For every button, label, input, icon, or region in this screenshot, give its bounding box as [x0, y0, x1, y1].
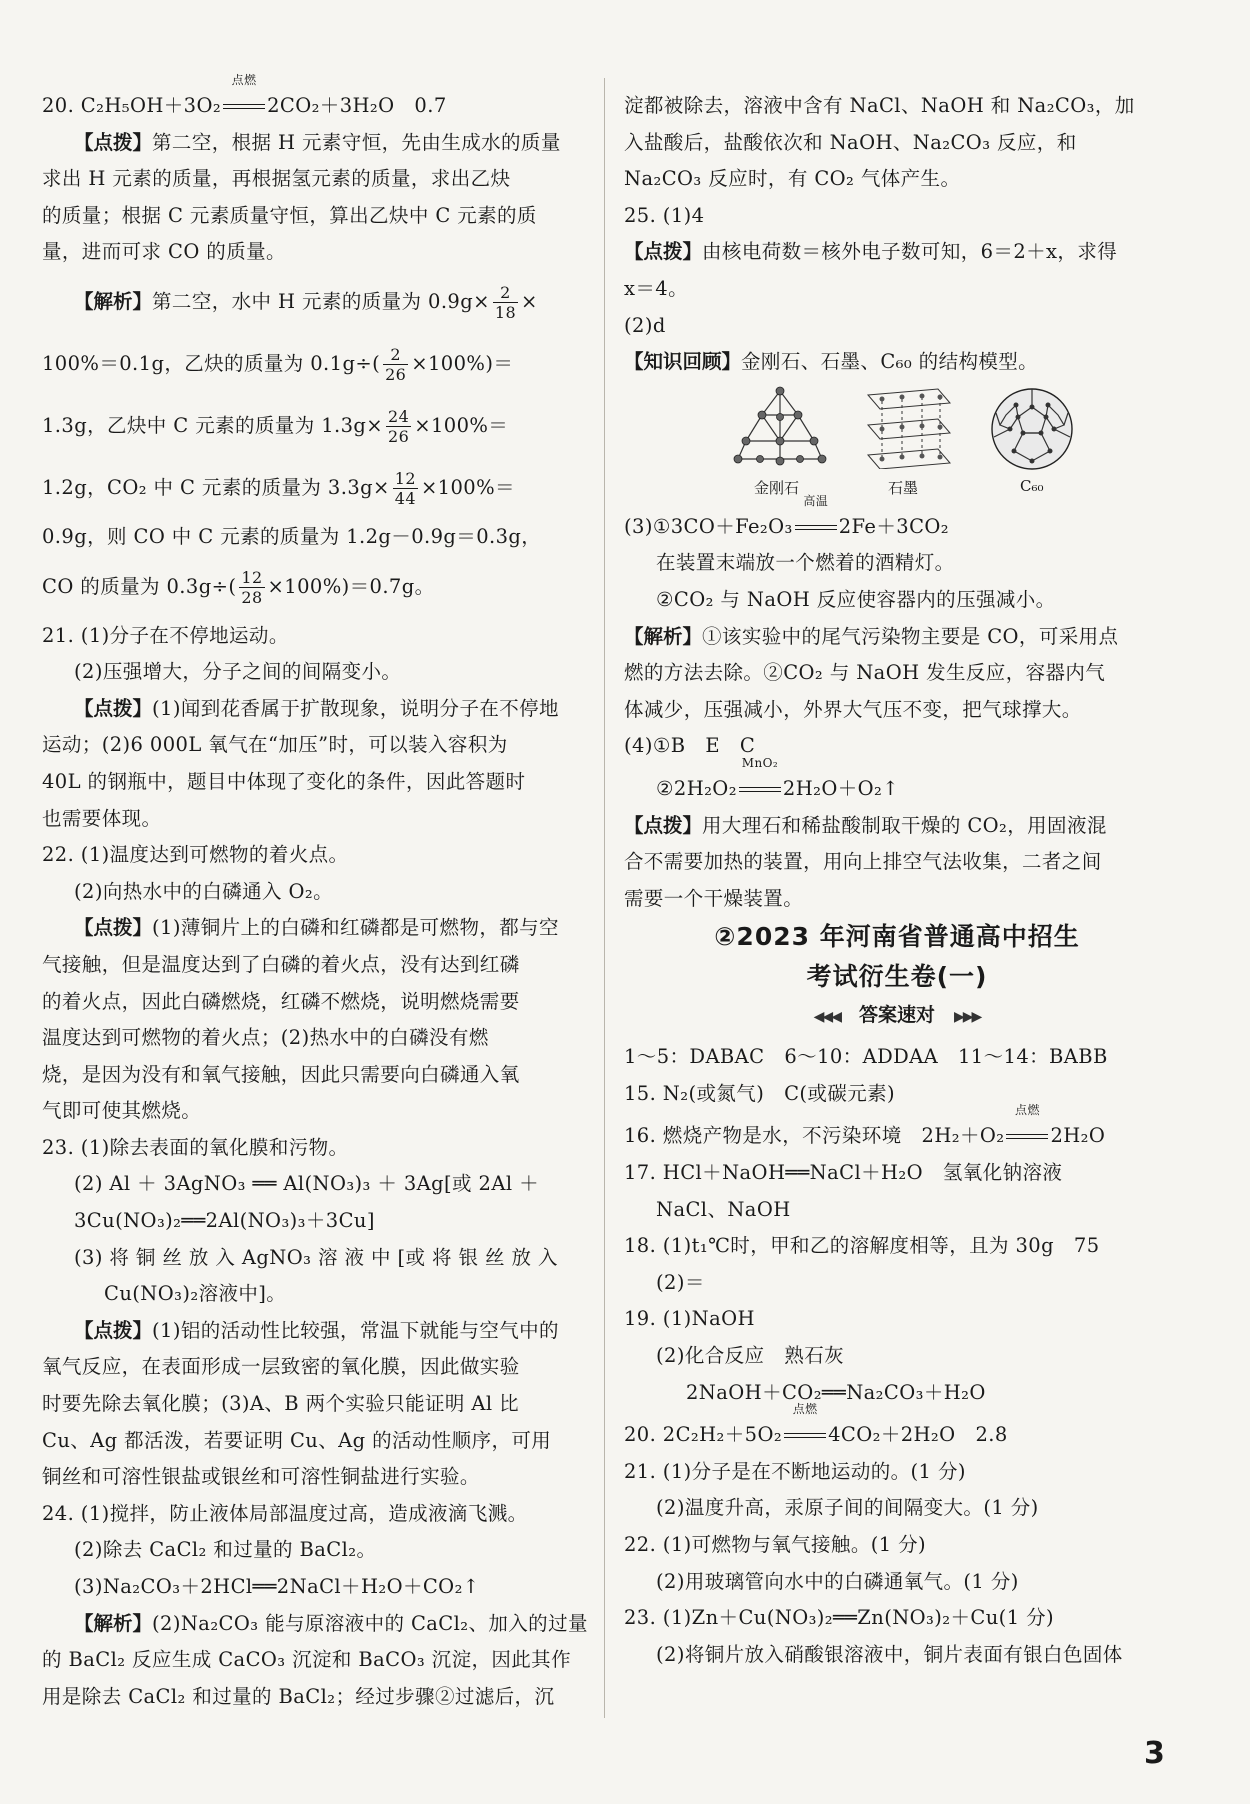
q22-answer: 22. (1)温度达到可燃物的着火点。 [42, 843, 349, 867]
q23-answer: 23. (1)除去表面的氧化膜和污物。 [42, 1135, 349, 1159]
q22-answer-2: (2)向热水中的白磷通入 O₂。 [74, 879, 334, 903]
q22-tip-line: 温度达到可燃物的着火点；(2)热水中的白磷没有燃 [42, 1026, 489, 1050]
q22-tip-line: 的着火点，因此白磷燃烧，红磷不燃烧，说明燃烧需要 [42, 989, 520, 1013]
q25-answer-2: (2)d [624, 313, 666, 337]
q25-answer-3b: 在装置末端放一个燃着的酒精灯。 [656, 551, 955, 575]
q25-tip-line: x＝4。 [624, 276, 689, 300]
q21-tip-line: 运动；(2)6 000L 氧气在“加压”时，可以装入容积为 [42, 733, 508, 757]
q25-answer-3: (3)①3CO＋Fe₂O₃ 高温 2Fe＋3CO₂ [624, 493, 949, 538]
q21-answer-2: (2)压强增大，分子之间的间隔变小。 [74, 660, 402, 684]
q25-answer-4b: ②2H₂O₂ MnO₂ 2H₂O＋O₂↑ [656, 755, 899, 800]
q20-tip: 【点拨】第二空，根据 H 元素守恒，先由生成水的质量 [74, 130, 561, 154]
diamond-model-icon [732, 385, 828, 469]
q20-analysis-line: 100%＝0.1g，乙炔的质量为 0.1g÷( $\frac{2}{26}$ ×100%)＝ [42, 344, 514, 384]
graphite-model-icon [862, 385, 954, 469]
q25-analysis-line: 燃的方法去除。②CO₂ 与 NaOH 发生反应，容器内气 [624, 661, 1106, 685]
column-divider [604, 78, 605, 1718]
q22-tip: 【点拨】(1)薄铜片上的白磷和红磷都是可燃物，都与空 [74, 916, 559, 940]
q23-tip-line: 时要先除去氧化膜；(3)A、B 两个实验只能证明 Al 比 [42, 1392, 520, 1416]
q24-answer-3: (3)Na₂CO₃＋2HCl══2NaCl＋H₂O＋CO₂↑ [74, 1575, 480, 1598]
q24-analysis: 【解析】(2)Na₂CO₃ 能与原溶液中的 CaCl₂、加入的过量 [74, 1611, 588, 1635]
q20-answer: 20. C₂H₅OH＋3O₂ 点燃 2CO₂＋3H₂O 0.7 [42, 73, 447, 117]
q20-analysis-line: 0.9g，则 CO 中 C 元素的质量为 1.2g－0.9g＝0.3g， [42, 524, 542, 548]
diamond-caption: 金刚石 [754, 478, 800, 497]
graphite-caption: 石墨 [888, 478, 919, 497]
q20-analysis-line: 1.2g，CO₂ 中 C 元素的质量为 3.3g× $\frac{12}{44}$ ×100%＝ [42, 468, 515, 508]
section-heading-2: 考试衍生卷(一) [806, 962, 988, 992]
answer-23b: (2)将铜片放入硝酸银溶液中，铜片表面有银白色固体 [656, 1642, 1123, 1666]
q20-tip-line: 量，进而可求 CO 的质量。 [42, 240, 286, 264]
answer-20: 20. 2C₂H₂＋5O₂ 点燃 4CO₂＋2H₂O 2.8 [624, 1402, 1008, 1447]
q20-analysis-line: CO 的质量为 0.3g÷( $\frac{12}{28}$ ×100%)＝0.7g。 [42, 567, 435, 607]
section-heading: ②2023 年河南省普通高中招生 [714, 922, 1080, 952]
q20-tip-line: 的质量；根据 C 元素质量守恒，算出乙炔中 C 元素的质 [42, 203, 537, 227]
right-column [624, 88, 1170, 1673]
answer-15: 15. N₂(或氮气) C(或碳元素) [624, 1081, 896, 1105]
c60-caption: C₆₀ [1020, 476, 1044, 495]
answer-title: ◀◀◀ 答案速对 ▶▶▶ [813, 1004, 981, 1027]
q24-analysis-cont: Na₂CO₃ 反应时，有 CO₂ 气体产生。 [624, 167, 961, 191]
q25-knowledge: 【知识回顾】金刚石、石墨、C₆₀ 的结构模型。 [624, 350, 1039, 374]
q22-tip-line: 烧，是因为没有和氧气接触，因此只需要向白磷通入氧 [42, 1062, 520, 1086]
q20-analysis: 【解析】第二空，水中 H 元素的质量为 0.9g× $\frac{2}{18}$ × [74, 282, 538, 322]
answer-19b: (2)化合反应 熟石灰 [656, 1344, 845, 1368]
q23-answer-3: (3) 将 铜 丝 放 入 AgNO₃ 溶 液 中 [或 将 银 丝 放 入 [74, 1245, 558, 1269]
q25-tip-2-line: 合不需要加热的装置，用向上排空气法收集，二者之间 [624, 850, 1102, 874]
q25-tip-2-line: 需要一个干燥装置。 [624, 886, 804, 910]
q22-tip-line: 气即可使其燃烧。 [42, 1099, 202, 1123]
q21-tip-line: 也需要体现。 [42, 806, 162, 830]
q24-analysis-cont: 淀都被除去，溶液中含有 NaCl、NaOH 和 Na₂CO₃，加 [624, 94, 1135, 117]
q25-analysis: 【解析】①该实验中的尾气污染物主要是 CO，可采用点 [624, 624, 1119, 648]
answer-23: 23. (1)Zn＋Cu(NO₃)₂══Zn(NO₃)₂＋Cu(1 分) [624, 1606, 1055, 1630]
answer-18: 18. (1)t₁℃时，甲和乙的溶解度相等，且为 30g 75 [624, 1234, 1100, 1258]
q21-answer: 21. (1)分子在不停地运动。 [42, 623, 289, 647]
q24-analysis-cont: 入盐酸后，盐酸依次和 NaOH、Na₂CO₃ 反应，和 [624, 130, 1077, 154]
q21-tip: 【点拨】(1)闻到花香属于扩散现象，说明分子在不停地 [74, 696, 559, 720]
answer-17: 17. HCl＋NaOH══NaCl＋H₂O 氢氧化钠溶液 [624, 1161, 1063, 1185]
q23-tip-line: Cu、Ag 都活泼，若要证明 Cu、Ag 的活动性顺序，可用 [42, 1428, 552, 1452]
q23-tip-line: 铜丝和可溶性银盐或银丝和可溶性铜盐进行实验。 [42, 1465, 480, 1489]
answer-22: 22. (1)可燃物与氧气接触。(1 分) [624, 1533, 927, 1556]
q24-analysis-line: 用是除去 CaCl₂ 和过量的 BaCl₂；经过步骤②过滤后，沉 [42, 1684, 555, 1708]
q21-tip-line: 40L 的钢瓶中，题目中体现了变化的条件，因此答题时 [42, 769, 526, 793]
answer-19c: 2NaOH＋CO₂══Na₂CO₃＋H₂O [686, 1380, 986, 1404]
q25-answer: 25. (1)4 [624, 203, 705, 227]
q22-tip-line: 气接触，但是温度达到了白磷的着火点，没有达到红磷 [42, 952, 520, 976]
answer-16: 16. 燃烧产物是水，不污染环境 2H₂＋O₂ 点燃 2H₂O [624, 1103, 1106, 1148]
q23-tip: 【点拨】(1)铝的活动性比较强，常温下就能与空气中的 [74, 1318, 559, 1342]
carbon-structure-models [624, 385, 1170, 503]
q24-answer: 24. (1)搅拌，防止液体局部温度过高，造成液滴飞溅。 [42, 1501, 528, 1525]
q23-answer-3b: Cu(NO₃)₂溶液中]。 [104, 1282, 287, 1306]
answers-1-14: 1～5：DABAC 6～10：ADDAA 11～14：BABB [624, 1045, 1108, 1069]
q25-answer-4: (4)①B E C [624, 734, 756, 758]
answer-21: 21. (1)分子是在不断地运动的。(1 分) [624, 1459, 966, 1483]
left-column [42, 73, 590, 1715]
q23-tip-line: 氧气反应，在表面形成一层致密的氧化膜，因此做实验 [42, 1355, 520, 1379]
q24-answer-2: (2)除去 CaCl₂ 和过量的 BaCl₂。 [74, 1538, 377, 1562]
answer-18b: (2)＝ [656, 1270, 705, 1294]
q23-answer-2b: 3Cu(NO₃)₂══2Al(NO₃)₃＋3Cu] [74, 1209, 375, 1233]
answer-19: 19. (1)NaOH [624, 1307, 755, 1331]
q20-analysis-line: 1.3g，乙炔中 C 元素的质量为 1.3g× $\frac{24}{26}$ ×100%＝ [42, 406, 509, 446]
q24-analysis-line: 的 BaCl₂ 反应生成 CaCO₃ 沉淀和 BaCO₃ 沉淀，因此其作 [42, 1648, 571, 1672]
c60-model-icon [986, 385, 1078, 475]
answer-21b: (2)温度升高，汞原子间的间隔变大。(1 分) [656, 1496, 1039, 1520]
q25-tip-2: 【点拨】用大理石和稀盐酸制取干燥的 CO₂，用固液混 [624, 813, 1107, 837]
q25-answer-3c: ②CO₂ 与 NaOH 反应使容器内的压强减小。 [656, 587, 1056, 611]
q25-tip: 【点拨】由核电荷数＝核外电子数可知，6＝2＋x，求得 [624, 240, 1118, 264]
page-number: 3 [1144, 1736, 1165, 1771]
q20-tip-line: 求出 H 元素的质量，再根据氢元素的质量，求出乙炔 [42, 167, 511, 191]
answer-22b: (2)用玻璃管向水中的白磷通氧气。(1 分) [656, 1569, 1019, 1593]
q25-analysis-line: 体减少，压强减小，外界大气压不变，把气球撑大。 [624, 697, 1082, 721]
q23-answer-2: (2) Al ＋ 3AgNO₃ ══ Al(NO₃)₃ ＋ 3Ag[或 2Al ＋ [74, 1172, 539, 1196]
answer-17b: NaCl、NaOH [656, 1197, 791, 1221]
